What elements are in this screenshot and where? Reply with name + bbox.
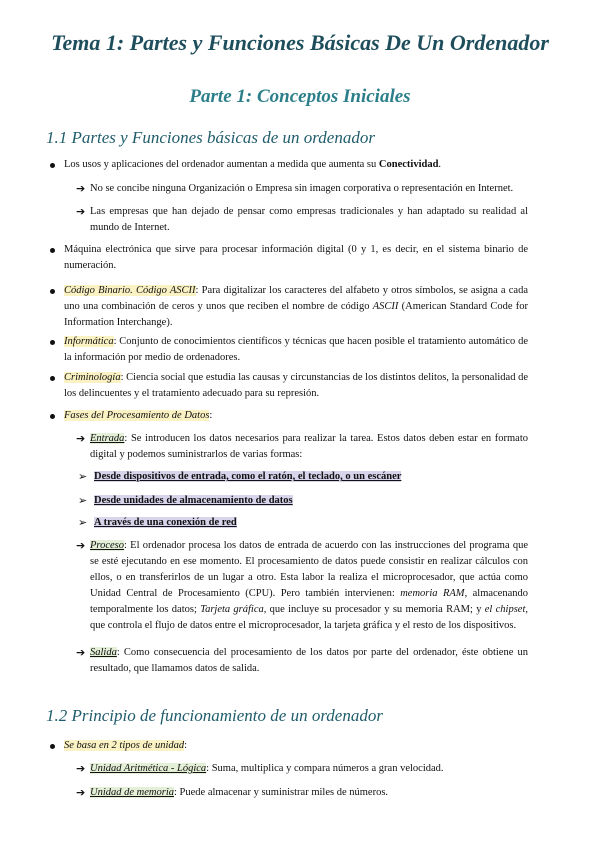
arrow-icon: ➔ [76,205,86,218]
paragraph-tipos-unidad [64,738,528,754]
chevron-icon: ➢ [78,494,88,507]
term-entrada: Entrada [90,433,125,444]
arrow-icon: ➔ [76,182,86,195]
term-salida: Salida [90,647,117,658]
section-heading-1-1: 1.1 Partes y Funciones básicas de un ordenador [46,128,375,147]
entrada-item-text: Desde unidades de almacenamiento de datos [94,495,293,506]
entrada-item [94,493,524,509]
paragraph-fases [64,408,528,424]
term-unidad-memoria: Unidad de memoria [90,787,174,798]
text: : Puede almacenar y suministrar miles de números. [174,787,389,798]
text: (American Standard Code for Information Interchange). [64,301,528,328]
bullet-icon [50,248,55,253]
term-ascii: ASCII [372,301,399,312]
arrow-icon: ➔ [76,432,86,445]
term-codigo-binario: Código Binario. Código ASCII [64,285,196,296]
paragraph-codigo-binario [64,283,528,331]
text: : El ordenador procesa los datos de entrada de acuerdo con las instrucciones del programa que se esté ejecutando en ese momento. El procesamiento de datos puede consistir en realizar cálculos con ellos, o en transferirlos de un lugar a otro. Esta labor la realiza el microprocesador, que actúa como Unidad Central de Procesamiento (CPU). Pero también intervienen: [90,540,528,599]
entrada-item-text: Desde dispositivos de entrada, como el ratón, el teclado, o un escáner [94,471,402,482]
text: : [209,410,213,421]
paragraph-criminologia [64,370,528,402]
term-tarjeta-grafica: Tarjeta gráfica [200,604,264,615]
unit-aritmetica [90,761,528,777]
text: , que incluye su procesador y su memoria RAM; y [263,604,485,615]
paragraph-conectividad [64,157,544,173]
text: : Suma, multiplica y compara números a gran velocidad. [206,763,444,774]
arrow-icon: ➔ [76,786,86,799]
chevron-icon: ➢ [78,516,88,529]
arrow-icon: ➔ [76,762,86,775]
text: , almacenando temporalmente los datos; [90,588,529,615]
bullet-icon [50,376,55,381]
text: : [184,740,188,751]
arrow-icon: ➔ [76,539,86,552]
text: : Para digitalizar los caracteres del alfabeto y otros símbolos, se asigna a cada uno una combinación de ceros y unos que reciben el nombre de código [64,285,528,312]
text: : Se introducen los datos necesarios para realizar la tarea. Estos datos deben estar en formato digital y podemos suministrarlos de varias formas: [90,433,528,460]
text: Los usos y aplicaciones del ordenador aumentan a medida que aumenta su [64,159,379,170]
bullet-icon [50,340,55,345]
unit-memoria [90,785,528,801]
term-tipos-unidad: Se basa en 2 tipos de unidad [64,740,185,751]
chevron-icon: ➢ [78,470,88,483]
text: : Ciencia social que estudia las causas y circunstancias de los distintos delitos, la personalidad de los delincuentes y el tratamiento adecuado para su represión. [64,372,528,399]
sub-point: No se concibe ninguna Organización o Empresa sin imagen corporativa o representación en Internet. [90,183,514,194]
section-heading-1-2: 1.2 Principio de funcionamiento de un ordenador [46,706,383,725]
term-informatica: Informática [64,336,114,347]
entrada-item-text: A través de una conexión de red [94,517,237,528]
term-memoria-ram: memoria RAM [400,588,465,599]
page-title: Tema 1: Partes y Funciones Básicas De Un Ordenador [51,30,549,55]
term-criminologia: Criminología [64,372,121,383]
phase-proceso [90,538,528,634]
phase-entrada [90,431,528,463]
text: . [438,159,442,170]
text: : Como consecuencia del procesamiento de los datos por parte del ordenador, éste obtiene un resultado, que llamamos datos de salida. [90,647,528,674]
bullet-icon [50,414,55,419]
phase-salida [90,645,528,677]
term-unidad-aritmetica: Unidad Aritmética - Lógica [90,763,207,774]
term-fases: Fases del Procesamiento de Datos [64,410,210,421]
part-title: Parte 1: Conceptos Iniciales [189,86,411,107]
text: : Conjunto de conocimientos científicos y técnicas que hacen posible el tratamiento automático de la información por medio de ordenadores. [64,336,528,363]
entrada-item [94,469,524,485]
term-conectividad: Conectividad [378,159,439,170]
bullet-icon [50,744,55,749]
term-chipset: el chipset [484,604,526,615]
term-proceso: Proceso [90,540,125,551]
arrow-icon: ➔ [76,646,86,659]
sub-point: Las empresas que han dejado de pensar como empresas tradicionales y han adaptado su realidad al mundo de Internet. [90,206,528,233]
paragraph-maquina: Máquina electrónica que sirve para procesar información digital (0 y 1, es decir, en el sistema binario de numeración. [64,244,528,271]
entrada-item [94,515,524,531]
text: , que controla el flujo de datos entre el microprocesador, la tarjeta gráfica y el resto de los dispositivos. [90,604,528,631]
bullet-icon [50,289,55,294]
bullet-icon [50,163,55,168]
paragraph-informatica [64,334,528,366]
